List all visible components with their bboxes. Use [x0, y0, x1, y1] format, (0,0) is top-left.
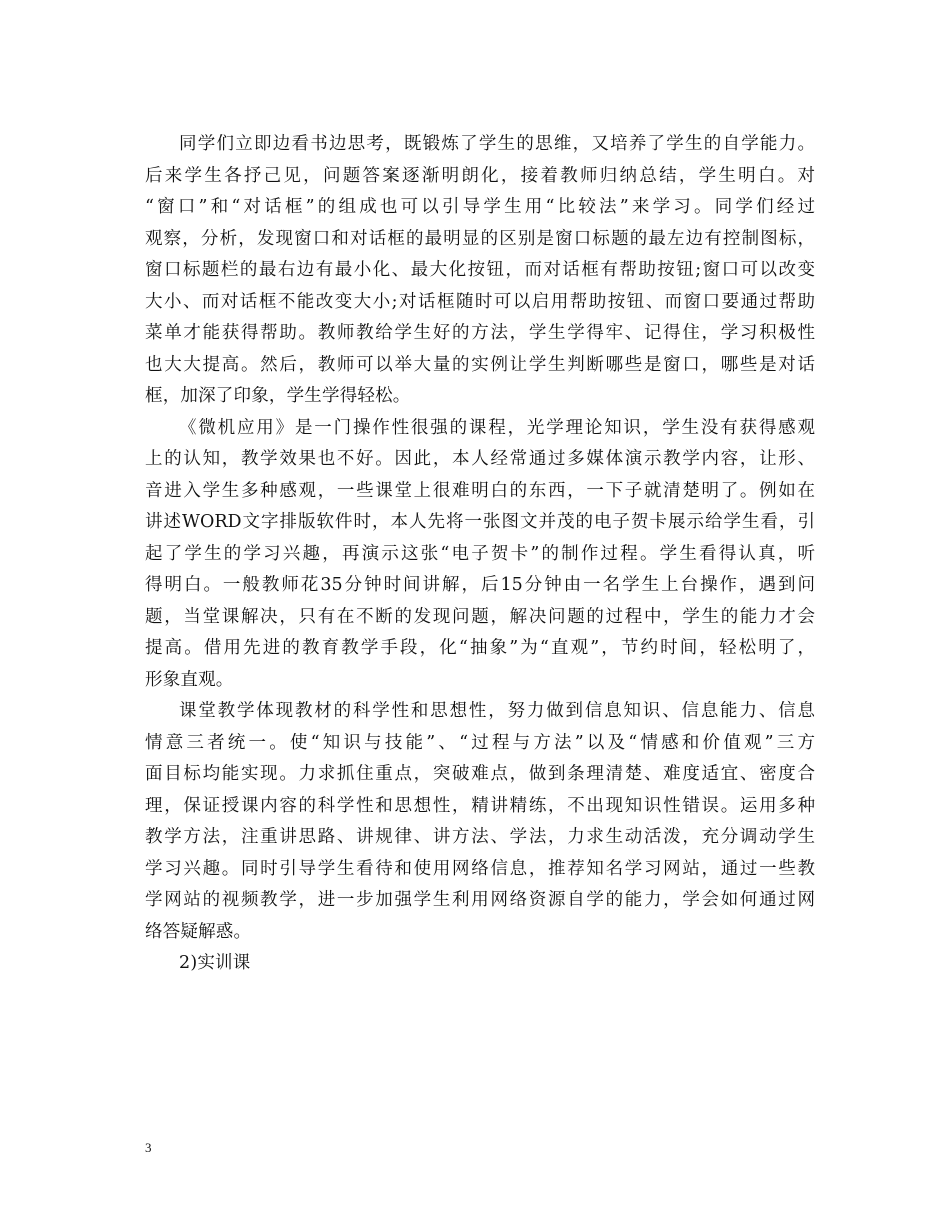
- text-line: 窗口标题栏的最右边有最小化、最大化按钮，而对话框有帮助按钮;窗口可以改变: [145, 260, 815, 280]
- text-line: 上的认知，教学效果也不好。因此，本人经常通过多媒体演示教学内容，让形、: [145, 449, 815, 469]
- text-line: 后来学生各抒己见，问题答案逐渐明朗化，接着教师归纳总结，学生明白。对: [145, 165, 815, 186]
- paragraph-1: [145, 129, 815, 413]
- text-line: 大小、而对话框不能改变大小;对话框随时可以启用帮助按钮、而窗口要通过帮助: [145, 291, 815, 312]
- text-line: 学习兴趣。同时引导学生看待和使用网络信息，推荐知名学习网站，通过一些教: [145, 858, 815, 879]
- text-line: 提高。借用先进的教育教学手段，化“抽象”为“直观”，节约时间，轻松明了，: [145, 638, 815, 658]
- text-line: 络答疑解惑。: [145, 921, 252, 942]
- text-line: 音进入学生多种感观，一些课堂上很难明白的东西，一下子就清楚明了。例如在: [145, 480, 815, 501]
- text-line: 框，加深了印象，学生学得轻松。: [145, 386, 411, 406]
- paragraph-2: [145, 413, 815, 697]
- text-line: 也大大提高。然后，教师可以举大量的实例让学生判断哪些是窗口，哪些是对话: [145, 354, 815, 375]
- page-number: 3: [145, 1140, 152, 1155]
- text-line: 理，保证授课内容的科学性和思想性，精讲精练，不出现知识性错误。运用多种: [145, 795, 815, 816]
- text-line: 观察，分析，发现窗口和对话框的最明显的区别是窗口标题的最左边有控制图标，: [145, 228, 815, 249]
- paragraph-3: [145, 696, 815, 948]
- text-line: 《微机应用》是一门操作性很强的课程，光学理论知识，学生没有获得感观: [179, 417, 815, 438]
- text-line: 同学们立即边看书边思考，既锻炼了学生的思维，又培养了学生的自学能力。: [179, 134, 815, 154]
- text-line: 形象直观。: [145, 669, 234, 690]
- text-line: 课堂教学体现教材的科学性和思想性，努力做到信息知识、信息能力、信息: [179, 701, 815, 721]
- text-line: 菜单才能获得帮助。教师教给学生好的方法，学生学得牢、记得住，学习积极性: [145, 323, 815, 343]
- text-line: 题，当堂课解决，只有在不断的发现问题，解决问题的过程中，学生的能力才会: [145, 606, 815, 627]
- text-line: 面目标均能实现。力求抓住重点，突破难点，做到条理清楚、难度适宜、密度合: [145, 764, 815, 784]
- body-text: [145, 129, 815, 980]
- text-line: 得明白。一般教师花35分钟时间讲解，后15分钟由一名学生上台操作，遇到问: [145, 575, 815, 595]
- text-line: 2)实训课: [179, 953, 251, 973]
- text-line: 教学方法，注重讲思路、讲规律、讲方法、学法，力求生动活泼，充分调动学生: [145, 827, 815, 847]
- text-line: 学网站的视频教学，进一步加强学生利用网络资源自学的能力，学会如何通过网: [145, 890, 815, 910]
- text-line: 讲述WORD文字排版软件时，本人先将一张图文并茂的电子贺卡展示给学生看，引: [145, 512, 815, 532]
- section-heading: [145, 948, 815, 980]
- text-line: 情意三者统一。使“知识与技能”、“过程与方法”以及“情感和价值观”三方: [145, 732, 815, 753]
- text-line: 起了学生的学习兴趣，再演示这张“电子贺卡”的制作过程。学生看得认真，听: [145, 543, 815, 564]
- text-line: “窗口”和“对话框”的组成也可以引导学生用“比较法”来学习。同学们经过: [145, 197, 815, 217]
